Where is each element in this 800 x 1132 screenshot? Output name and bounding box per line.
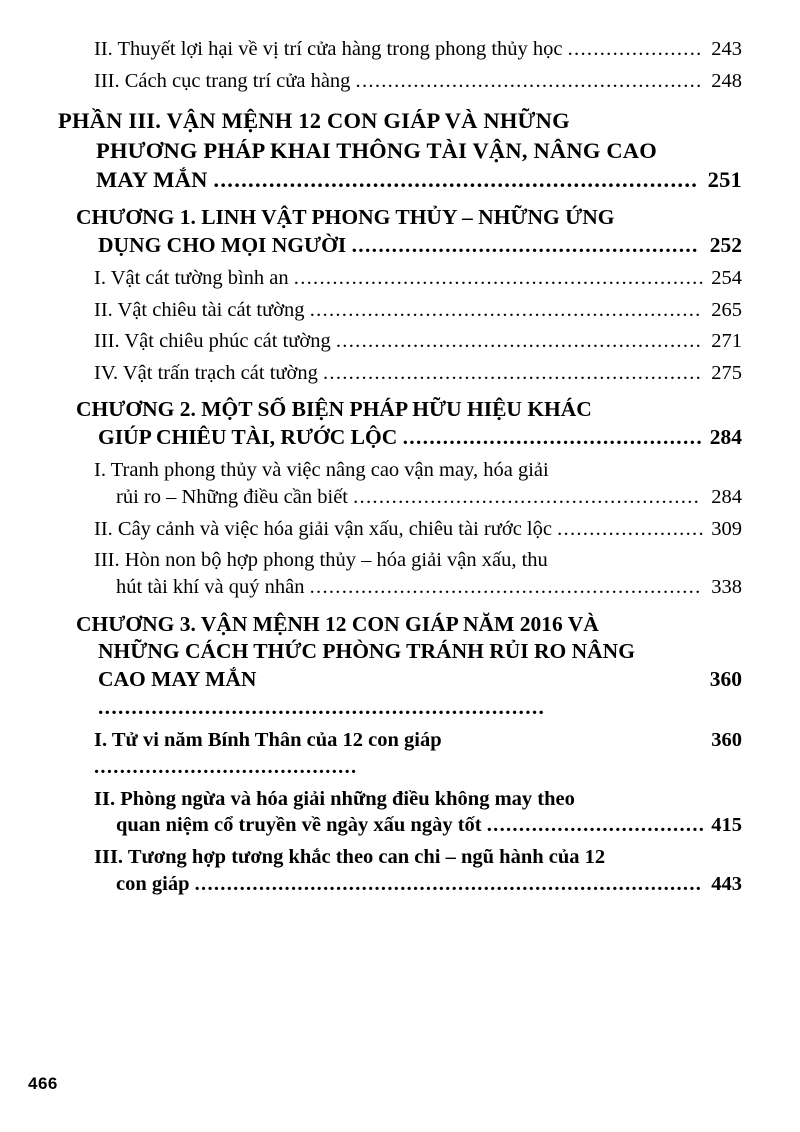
toc-leader-dots: ............................................................. <box>309 575 702 598</box>
toc-page-number: 271 <box>711 330 742 353</box>
toc-entry-line <box>94 68 742 95</box>
toc-entry-text: con giáp <box>116 872 195 895</box>
toc-entry[interactable] <box>58 106 742 194</box>
toc-entry-line <box>94 727 742 780</box>
toc-entry-text: CHƯƠNG 3. VẬN MỆNH 12 CON GIÁP NĂM 2016 VÀ <box>76 611 599 636</box>
toc-entry-line <box>94 516 742 543</box>
toc-page-number: 338 <box>711 575 742 598</box>
toc-entry-text: GIÚP CHIÊU TÀI, RƯỚC LỘC <box>98 425 403 450</box>
toc-entry-text: III. Vật chiêu phúc cát tường <box>94 330 336 353</box>
toc-entry-text: I. Vật cát tường bình an <box>94 266 294 289</box>
toc-page-number: 284 <box>711 485 742 508</box>
toc-entry-line <box>94 457 742 484</box>
toc-entry[interactable] <box>58 360 742 387</box>
toc-entry-text: quan niệm cổ truyền về ngày xấu ngày tốt <box>116 814 487 837</box>
toc-entry-line <box>94 574 742 601</box>
toc-entry-line <box>76 638 742 666</box>
toc-page-number: 254 <box>711 266 742 289</box>
toc-page-number: 360 <box>711 729 742 752</box>
toc-leader-dots: ................................................................... <box>98 695 546 720</box>
toc-entry[interactable] <box>58 68 742 95</box>
toc-entry-line <box>76 204 742 232</box>
toc-entry-line <box>94 36 742 63</box>
toc-page-number: 443 <box>711 872 742 895</box>
toc-entry-text: I. Tranh phong thủy và việc nâng cao vận may, hóa giải <box>94 459 549 482</box>
toc-leader-dots: ............................................. <box>402 425 703 450</box>
toc-entry-text: CHƯƠNG 2. MỘT SỐ BIỆN PHÁP HỮU HIỆU KHÁC <box>76 397 592 422</box>
toc-entry-text: IV. Vật trấn trạch cát tường <box>94 361 323 384</box>
toc-page-number: 251 <box>707 166 742 192</box>
toc-leader-dots: ...................................................... <box>355 69 703 92</box>
toc-leader-dots: ...................................................................... <box>213 166 699 192</box>
toc-entry-line <box>94 265 742 292</box>
toc-leader-dots: ......................................... <box>94 755 358 778</box>
toc-entry-text: II. Thuyết lợi hại về vị trí cửa hàng trong phong thủy học <box>94 38 568 60</box>
toc-page-number: 275 <box>711 361 742 384</box>
toc-leader-dots: ........................................................... <box>322 361 703 384</box>
toc-entry-text: PHẦN III. VẬN MỆNH 12 CON GIÁP VÀ NHỮNG <box>58 108 570 134</box>
toc-entry[interactable] <box>58 457 742 510</box>
toc-entry-text: NHỮNG CÁCH THỨC PHÒNG TRÁNH RỦI RO NÂNG <box>98 639 635 664</box>
toc-entry[interactable] <box>58 516 742 543</box>
toc-entry-line <box>94 844 742 871</box>
toc-page-number: 243 <box>711 38 742 60</box>
toc-page-number: 360 <box>709 667 742 692</box>
table-of-contents <box>58 36 742 897</box>
toc-entry-line <box>94 786 742 813</box>
toc-page-number: 415 <box>711 814 742 837</box>
toc-entry[interactable] <box>58 396 742 452</box>
toc-entry-line <box>76 611 742 639</box>
toc-page-number: 248 <box>711 69 742 92</box>
toc-entry[interactable] <box>58 611 742 723</box>
page-folio: 466 <box>28 1074 58 1093</box>
toc-entry-line <box>58 106 742 135</box>
toc-leader-dots: ....................... <box>557 517 705 540</box>
toc-page-number: 284 <box>709 425 742 450</box>
toc-entry-text: DỤNG CHO MỌI NGƯỜI <box>98 232 352 257</box>
toc-entry[interactable] <box>58 297 742 324</box>
toc-page-number: 309 <box>711 517 742 540</box>
toc-entry-text: hút tài khí và quý nhân <box>116 575 310 598</box>
toc-entry-line <box>76 666 742 722</box>
toc-entry-line <box>94 812 742 839</box>
toc-entry[interactable] <box>58 204 742 260</box>
toc-entry-text: CAO MAY MẮN <box>98 667 257 692</box>
toc-entry-line <box>76 424 742 452</box>
toc-leader-dots: ............................................................................... <box>194 872 703 895</box>
toc-leader-dots: ......................................................... <box>335 330 703 353</box>
toc-entry[interactable] <box>58 547 742 600</box>
toc-entry-text: II. Cây cảnh và việc hóa giải vận xấu, chiêu tài rước lộc <box>94 517 558 540</box>
toc-leader-dots: .................................. <box>486 814 706 837</box>
toc-entry-line <box>94 297 742 324</box>
toc-entry[interactable] <box>58 844 742 897</box>
toc-page-number: 265 <box>711 298 742 321</box>
toc-entry[interactable] <box>58 328 742 355</box>
toc-entry-line <box>94 360 742 387</box>
toc-entry-line <box>76 396 742 424</box>
toc-entry-text: PHƯƠNG PHÁP KHAI THÔNG TÀI VẬN, NÂNG CAO <box>96 137 657 163</box>
toc-entry[interactable] <box>58 786 742 839</box>
toc-entry-line <box>58 136 742 165</box>
toc-leader-dots: .................................................... <box>351 232 699 257</box>
toc-entry-text: II. Phòng ngừa và hóa giải những điều không may theo <box>94 787 575 810</box>
toc-leader-dots: ...................................................... <box>353 485 701 508</box>
toc-entry-line <box>94 328 742 355</box>
toc-entry-text: rủi ro – Những điều cần biết <box>116 485 354 508</box>
toc-entry-text: III. Cách cục trang trí cửa hàng <box>94 69 356 92</box>
toc-leader-dots: ................................................................ <box>293 266 705 289</box>
toc-entry-line <box>94 547 742 574</box>
toc-entry-text: III. Hòn non bộ hợp phong thủy – hóa giải vận xấu, thu <box>94 549 548 572</box>
toc-entry[interactable] <box>58 727 742 780</box>
toc-page-number: 252 <box>709 232 742 257</box>
toc-leader-dots: ..................... <box>567 38 703 60</box>
toc-entry[interactable] <box>58 36 742 63</box>
toc-entry-text: CHƯƠNG 1. LINH VẬT PHONG THỦY – NHỮNG ỨNG <box>76 205 615 230</box>
toc-entry-text: III. Tương hợp tương khắc theo can chi – ngũ hành của 12 <box>94 845 606 868</box>
toc-entry-line <box>76 232 742 260</box>
toc-entry-text: I. Tử vi năm Bính Thân của 12 con giáp <box>94 729 442 752</box>
toc-leader-dots: ............................................................. <box>309 298 702 321</box>
toc-entry-line <box>58 165 742 194</box>
toc-entry[interactable] <box>58 265 742 292</box>
toc-entry-text: II. Vật chiêu tài cát tường <box>94 298 310 321</box>
toc-entry-line <box>94 871 742 898</box>
toc-entry-text: MAY MẮN <box>96 166 214 192</box>
toc-entry-line <box>94 484 742 511</box>
